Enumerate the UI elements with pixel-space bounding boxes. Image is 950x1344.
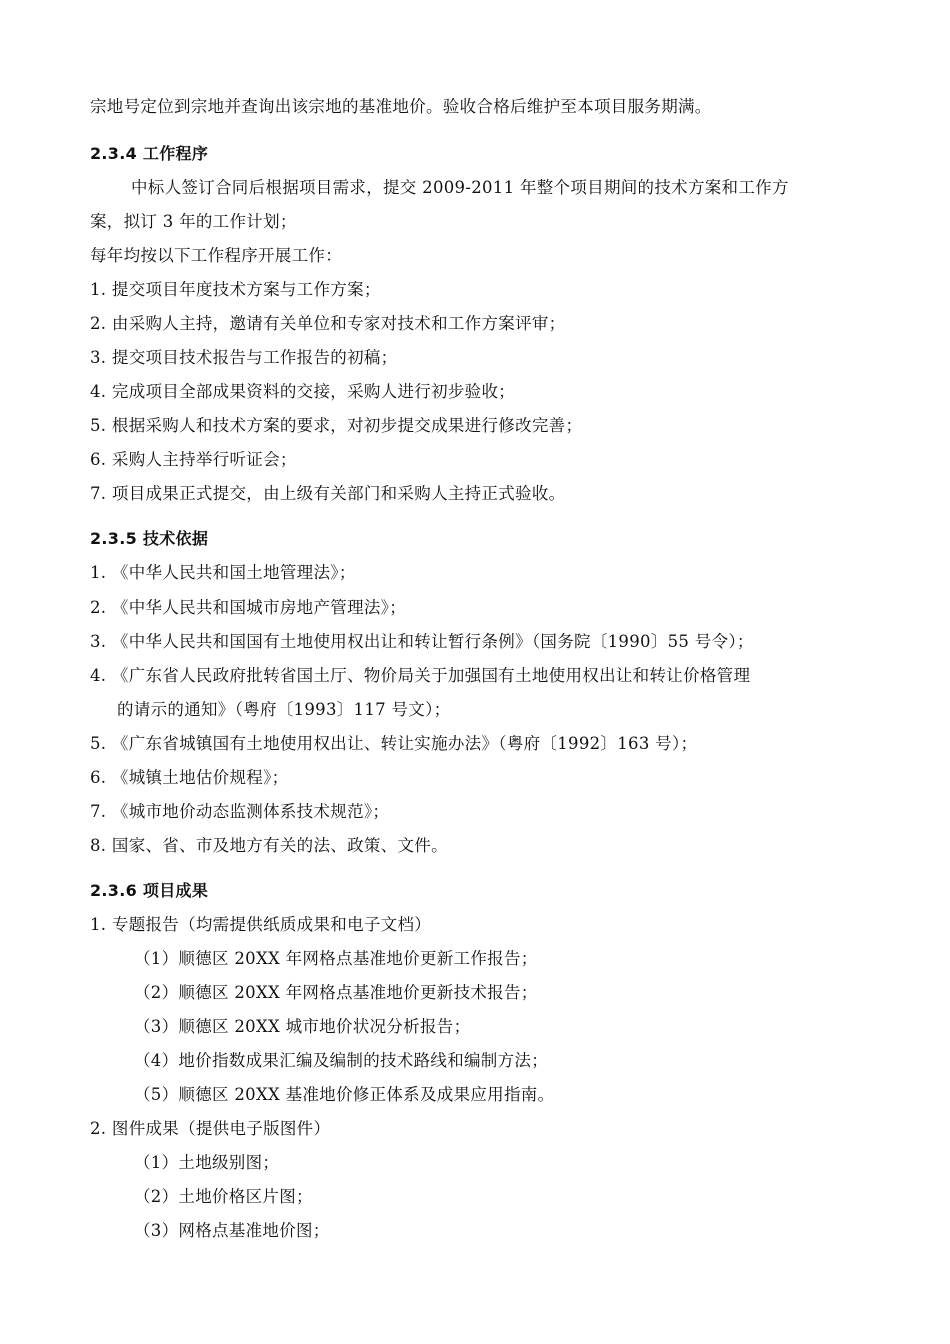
paragraph-line: 中标人签订合同后根据项目需求，提交 2009-2011 年整个项目期间的技术方案和工作方 xyxy=(131,178,789,197)
procedure-lead: 每年均按以下工作程序开展工作： xyxy=(90,246,342,265)
procedure-item: 1. 提交项目年度技术方案与工作方案； xyxy=(90,280,381,299)
basis-item-continuation: 的请示的通知》（粤府〔1993〕117 号文）； xyxy=(117,700,451,719)
deliverable-group: 2. 图件成果（提供电子版图件） xyxy=(90,1119,331,1138)
intro-tail-text: 宗地号定位到宗地并查询出该宗地的基准地价。验收合格后维护至本项目服务期满。 xyxy=(90,97,712,116)
procedure-item: 6. 采购人主持举行听证会； xyxy=(90,450,297,469)
deliverable-item: （2）土地价格区片图； xyxy=(134,1187,313,1206)
basis-item: 6. 《城镇土地估价规程》； xyxy=(90,768,289,787)
heading-2-3-5: 2.3.5 技术依据 xyxy=(90,529,209,548)
basis-item: 7. 《城市地价动态监测体系技术规范》； xyxy=(90,802,390,821)
deliverable-item: （4）地价指数成果汇编及编制的技术路线和编制方法； xyxy=(134,1051,548,1070)
paragraph-line: 案，拟订 3 年的工作计划； xyxy=(90,212,297,231)
deliverable-group: 1. 专题报告（均需提供纸质成果和电子文档） xyxy=(90,915,432,934)
deliverable-item: （2）顺德区 20XX 年网格点基准地价更新技术报告； xyxy=(134,983,538,1002)
procedure-item: 3. 提交项目技术报告与工作报告的初稿； xyxy=(90,348,398,367)
procedure-item: 4. 完成项目全部成果资料的交接，采购人进行初步验收； xyxy=(90,382,516,401)
deliverable-item: （3）网格点基准地价图； xyxy=(134,1221,330,1240)
basis-item: 5. 《广东省城镇国有土地使用权出让、转让实施办法》（粤府〔1992〕163 号）； xyxy=(90,734,698,753)
basis-item: 3. 《中华人民共和国国有土地使用权出让和转让暂行条例》（国务院〔1990〕55 号令）； xyxy=(90,632,754,651)
procedure-item: 2. 由采购人主持，邀请有关单位和专家对技术和工作方案评审； xyxy=(90,314,566,333)
deliverable-item: （3）顺德区 20XX 城市地价状况分析报告； xyxy=(134,1017,471,1036)
procedure-item: 5. 根据采购人和技术方案的要求，对初步提交成果进行修改完善； xyxy=(90,416,583,435)
basis-item: 4. 《广东省人民政府批转省国土厅、物价局关于加强国有土地使用权出让和转让价格管理 xyxy=(90,666,751,685)
deliverable-item: （1）土地级别图； xyxy=(134,1153,280,1172)
basis-item: 2. 《中华人民共和国城市房地产管理法》； xyxy=(90,598,407,617)
heading-2-3-6: 2.3.6 项目成果 xyxy=(90,881,209,900)
deliverable-item: （1）顺德区 20XX 年网格点基准地价更新工作报告； xyxy=(134,949,538,968)
deliverable-item: （5）顺德区 20XX 基准地价修正体系及成果应用指南。 xyxy=(134,1085,555,1104)
heading-2-3-4: 2.3.4 工作程序 xyxy=(90,144,209,163)
basis-item: 8. 国家、省、市及地方有关的法、政策、文件。 xyxy=(90,836,448,855)
procedure-item: 7. 项目成果正式提交，由上级有关部门和采购人主持正式验收。 xyxy=(90,484,566,503)
basis-item: 1. 《中华人民共和国土地管理法》； xyxy=(90,563,356,582)
